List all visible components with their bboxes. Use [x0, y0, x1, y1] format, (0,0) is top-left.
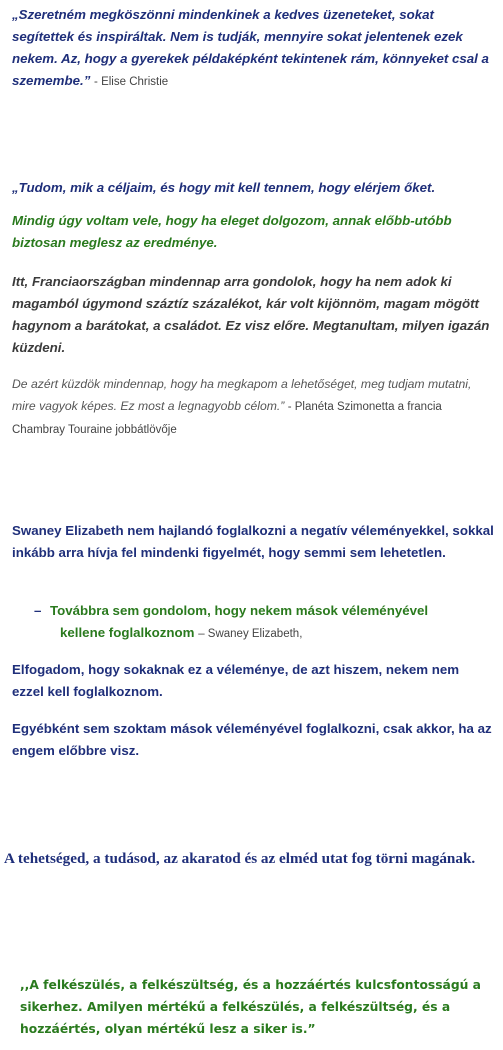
- quote-author: - Elise Christie: [94, 76, 169, 88]
- swaney-quote-line2: kellene foglalkoznom: [60, 625, 195, 640]
- talent-quote: A tehetséged, a tudásod, az akaratod és az elméd utat fog törni magának.: [4, 850, 476, 867]
- quote-text: De azért küzdök mindennap, hogy ha megkapom a lehetőséget, meg tudjam mutatni, mire vagyok képes. Ez most a legnagyobb célom.”: [12, 377, 472, 413]
- quote-elise-christie: [12, 4, 494, 93]
- swaney-paragraph-2: Elfogadom, hogy sokaknak ez a véleménye, de azt hiszem, nekem nem ezzel kell foglalkoznom.: [12, 662, 460, 699]
- quote-author: - Planéta Szimonetta a francia Chambray Touraine jobbátlövője: [12, 401, 442, 436]
- swaney-quote: [34, 600, 494, 645]
- swaney-paragraph-1: Swaney Elizabeth nem hajlandó foglalkozni a negatív véleményekkel, sokkal inkább arra hívja fel mindenki figyelmét, hogy semmi sem lehetetlen.: [12, 523, 494, 560]
- quote-text: „Szeretném megköszönni mindenkinek a kedves üzeneteket, sokat segítettek és inspiráltak. Nem is tudják, mennyire sokat jelentenek ezek nekem. Az, hogy a gyerekek példaképként tekintenek rám, könnyeket csal a szemembe.”: [12, 7, 489, 88]
- quote-planeta-closing: [12, 373, 494, 441]
- quote-planeta-paragraph: Itt, Franciaországban mindennap arra gondolok, hogy ha nem adok ki magamból úgymond száztíz százalékot, kár volt kijönnöm, magam mögött hagynom a barátokat, a családot. Ez visz előre. Megtanultam, milyen igazán küzdeni.: [12, 274, 490, 355]
- swaney-quote-author: – Swaney Elizabeth,: [198, 628, 303, 640]
- quote-dash: –: [34, 603, 42, 618]
- preparation-quote: ,,A felkészülés, a felkészültség, és a hozzáértés kulcsfontosságú a sikerhez. Amilyen mértékű a felkészülés, a felkészültség, és a hozzáértés, olyan mértékű lesz a siker is.”: [20, 978, 481, 1036]
- quote-planeta-line1: „Tudom, mik a céljaim, és hogy mit kell tennem, hogy elérjem őket.: [12, 180, 436, 195]
- swaney-quote-line2-wrap: [34, 622, 494, 645]
- quote-planeta-green: Mindig úgy voltam vele, hogy ha eleget dolgozom, annak előbb-utóbb biztosan meglesz az eredménye.: [12, 213, 452, 250]
- swaney-quote-line1: Továbbra sem gondolom, hogy nekem mások véleményével: [50, 603, 429, 618]
- swaney-paragraph-3: Egyébként sem szoktam mások véleményével foglalkozni, csak akkor, ha az engem előbbre visz.: [12, 721, 492, 758]
